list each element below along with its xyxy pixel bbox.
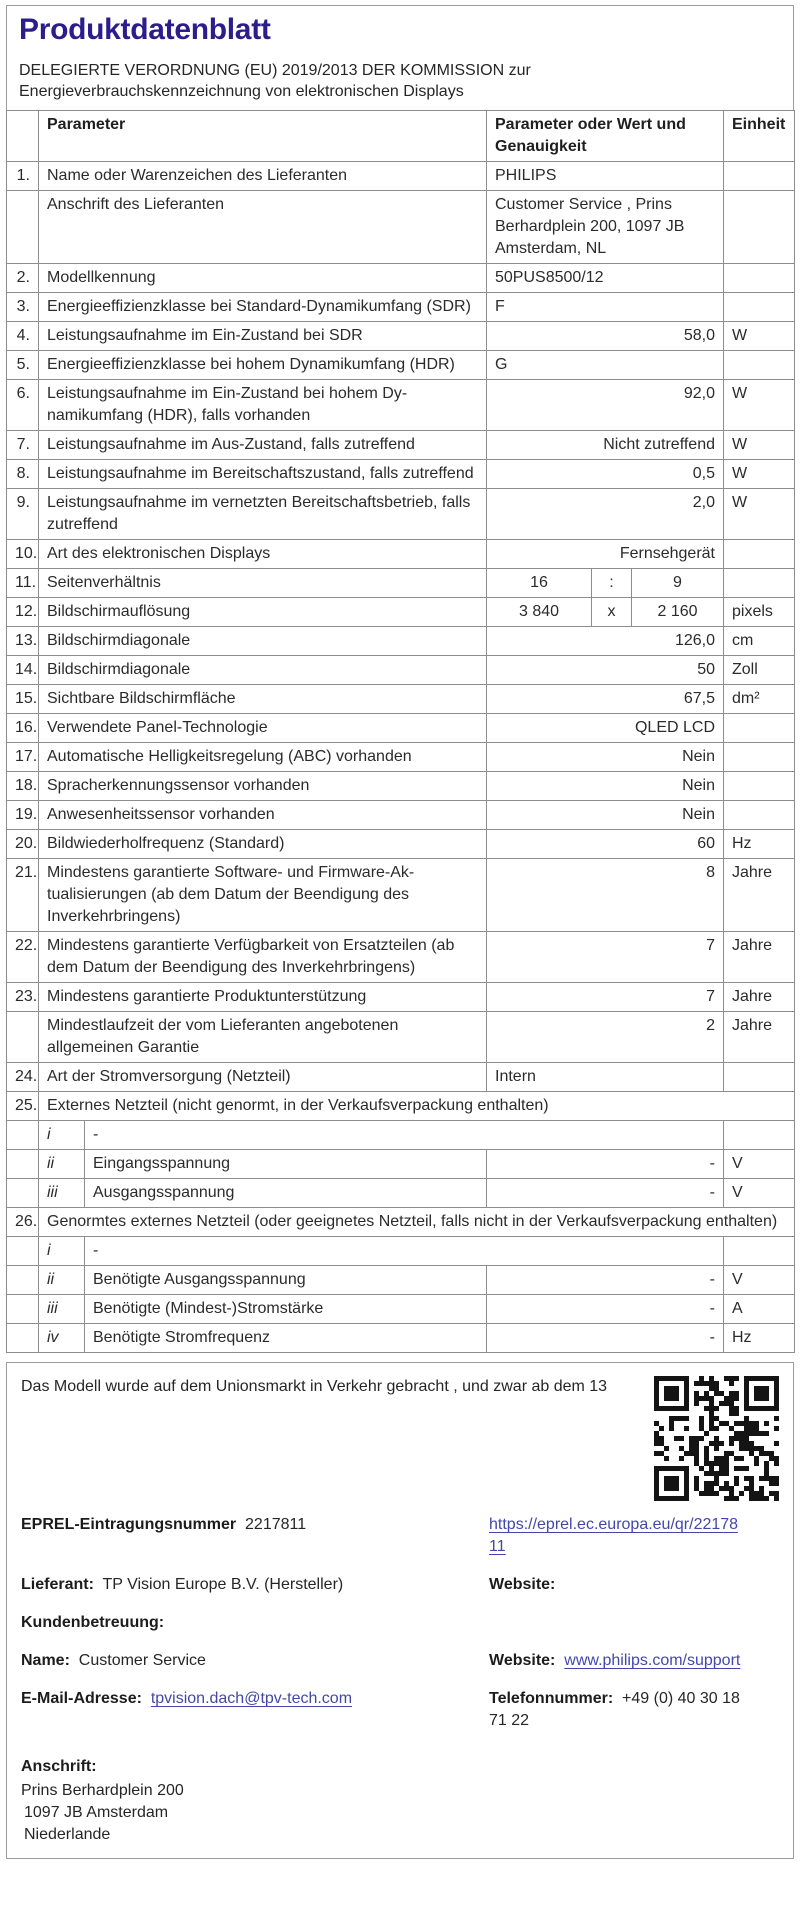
lieferant-row xyxy=(21,1574,779,1596)
row-unit: Jahre xyxy=(724,859,795,932)
row-parameter: Mindestens garantierte Verfügbarkeit von Ersatzteilen (ab dem Datum der Beendigung des Inverkehrbringens) xyxy=(39,932,487,983)
lieferant-value: TP Vision Europe B.V. (Hersteller) xyxy=(102,1576,344,1593)
support-website-link[interactable]: www.philips.com/support xyxy=(564,1652,741,1669)
row-parameter: Benötigte Ausgangsspannung xyxy=(85,1266,487,1295)
row-unit xyxy=(724,351,795,380)
page-title: Produktdatenblatt xyxy=(19,13,271,46)
row-unit: A xyxy=(724,1295,795,1324)
row-number: 7. xyxy=(7,431,39,460)
row-unit xyxy=(724,1063,795,1092)
row-parameter: Ausgangsspannung xyxy=(85,1179,487,1208)
table-row xyxy=(7,460,795,489)
row-parameter: Leistungsaufnahme im Bereitschaftszustand, falls zutreffend xyxy=(39,460,487,489)
market-statement: Das Modell wurde auf dem Unionsmarkt in Verkehr gebracht , und zwar ab dem 13 xyxy=(21,1378,608,1395)
row-parameter: Leistungsaufnahme im Ein-Zustand bei hohem Dynamikumfang (HDR), falls vorhanden xyxy=(39,380,487,431)
row-number xyxy=(7,1324,39,1353)
row-value: 92,0 xyxy=(487,380,724,431)
name-value: Customer Service xyxy=(78,1652,206,1669)
section-title: Genormtes externes Netzteil (oder geeignetes Netzteil, falls nicht in der Verkaufsverpackung enthalten) xyxy=(39,1208,795,1237)
table-row xyxy=(7,380,795,431)
row-number: 19. xyxy=(7,801,39,830)
table-row xyxy=(7,569,795,598)
row-value: - xyxy=(85,1237,724,1266)
row-unit: pixels xyxy=(724,598,795,627)
row-number: 26. xyxy=(7,1208,39,1237)
row-number xyxy=(7,1121,39,1150)
row-parameter: Seitenverhältnis xyxy=(39,569,487,598)
table-sub-row xyxy=(7,1150,795,1179)
email-phone-row xyxy=(21,1688,779,1732)
row-parameter: Leistungsaufnahme im Aus-Zustand, falls zutreffend xyxy=(39,431,487,460)
row-value: F xyxy=(487,293,724,322)
table-sub-row xyxy=(7,1121,795,1150)
table-row xyxy=(7,656,795,685)
row-parameter: Mindestlaufzeit der vom Lieferanten angebotenen allgemeinen Garantie xyxy=(39,1012,487,1063)
row-unit xyxy=(724,264,795,293)
row-value: Nein xyxy=(487,743,724,772)
row-parameter: Benötigte Stromfrequenz xyxy=(85,1324,487,1353)
row-value: 67,5 xyxy=(487,685,724,714)
row-value: 7 xyxy=(487,983,724,1012)
row-value-part2: 9 xyxy=(632,569,724,598)
row-roman: i xyxy=(39,1121,85,1150)
row-unit: Jahre xyxy=(724,1012,795,1063)
row-value: Nicht zutreffend xyxy=(487,431,724,460)
row-unit xyxy=(724,1121,795,1150)
eprel-value: 2217811 xyxy=(245,1516,307,1533)
eprel-row xyxy=(21,1514,779,1558)
row-roman: iii xyxy=(39,1295,85,1324)
kundenbetreuung-label: Kundenbetreuung: xyxy=(21,1614,165,1631)
row-number: 10. xyxy=(7,540,39,569)
datasheet-box xyxy=(6,5,794,1353)
row-unit: dm² xyxy=(724,685,795,714)
row-value-separator: : xyxy=(592,569,632,598)
row-unit xyxy=(724,293,795,322)
row-number: 6. xyxy=(7,380,39,431)
row-value: 60 xyxy=(487,830,724,859)
row-number: 11. xyxy=(7,569,39,598)
row-value: Nein xyxy=(487,801,724,830)
qr-code xyxy=(654,1376,779,1501)
row-value: 58,0 xyxy=(487,322,724,351)
row-value: Intern xyxy=(487,1063,724,1092)
email-label: E-Mail-Adresse: xyxy=(21,1690,142,1707)
row-value: 2,0 xyxy=(487,489,724,540)
row-roman: iv xyxy=(39,1324,85,1353)
table-row xyxy=(7,830,795,859)
row-value-part1: 16 xyxy=(487,569,592,598)
table-sub-row xyxy=(7,1295,795,1324)
table-row xyxy=(7,801,795,830)
address-line: 1097 JB Amsterdam xyxy=(24,1804,169,1821)
row-unit: W xyxy=(724,431,795,460)
table-row xyxy=(7,351,795,380)
row-parameter: Anschrift des Lieferanten xyxy=(39,191,487,264)
row-parameter: Bildwiederholfrequenz (Standard) xyxy=(39,830,487,859)
row-parameter: Bildschirmauflösung xyxy=(39,598,487,627)
row-value: 50 xyxy=(487,656,724,685)
row-number: 5. xyxy=(7,351,39,380)
lieferant-label: Lieferant: xyxy=(21,1576,94,1593)
row-unit xyxy=(724,714,795,743)
table-row xyxy=(7,162,795,191)
row-parameter: Verwendete Panel-Technologie xyxy=(39,714,487,743)
website-label: Website: xyxy=(489,1652,556,1669)
row-value: 0,5 xyxy=(487,460,724,489)
table-row xyxy=(7,772,795,801)
row-unit: Hz xyxy=(724,830,795,859)
table-row xyxy=(7,293,795,322)
table-row xyxy=(7,743,795,772)
supplier-info-box xyxy=(6,1362,794,1859)
row-parameter: Art des elektronischen Displays xyxy=(39,540,487,569)
row-value: QLED LCD xyxy=(487,714,724,743)
row-parameter: Spracherkennungssensor vorhanden xyxy=(39,772,487,801)
row-parameter: Mindestens garantierte Software- und Firmware-Aktualisierungen (ab dem Datum der Beendigung des Inverkehrbringens) xyxy=(39,859,487,932)
table-header-row xyxy=(7,111,795,162)
row-unit: V xyxy=(724,1179,795,1208)
row-value: Customer Service , Prins Berhardplein 200, 1097 JB Amsterdam, NL xyxy=(487,191,724,264)
row-number xyxy=(7,1237,39,1266)
row-unit: Jahre xyxy=(724,983,795,1012)
eprel-label: EPREL-Eintragungsnummer xyxy=(21,1516,237,1533)
row-value: - xyxy=(85,1121,724,1150)
table-sub-row xyxy=(7,1179,795,1208)
row-unit xyxy=(724,162,795,191)
table-row xyxy=(7,191,795,264)
row-unit: Hz xyxy=(724,1324,795,1353)
regulation-subtitle-line1: DELEGIERTE VERORDNUNG (EU) 2019/2013 DER KOMMISSION zur xyxy=(19,62,531,79)
table-section-row xyxy=(7,1208,795,1237)
table-sub-row xyxy=(7,1324,795,1353)
row-number: 1. xyxy=(7,162,39,191)
row-parameter: Energieeffizienzklasse bei Standard-Dynamikumfang (SDR) xyxy=(39,293,487,322)
table-row xyxy=(7,489,795,540)
row-number: 4. xyxy=(7,322,39,351)
table-row xyxy=(7,1063,795,1092)
row-unit: Jahre xyxy=(724,932,795,983)
row-number: 9. xyxy=(7,489,39,540)
table-row xyxy=(7,983,795,1012)
regulation-subtitle-line2: Energieverbrauchskennzeichnung von elektronischen Displays xyxy=(19,83,464,100)
row-parameter: Leistungsaufnahme im vernetzten Bereitschaftsbetrieb, falls zutreffend xyxy=(39,489,487,540)
row-number: 18. xyxy=(7,772,39,801)
row-number xyxy=(7,1150,39,1179)
phone-value: +49 (0) 40 30 18 71 22 xyxy=(489,1690,740,1729)
row-value: - xyxy=(487,1324,724,1353)
row-value: 7 xyxy=(487,932,724,983)
kundenbetreuung-row xyxy=(21,1612,779,1634)
row-unit xyxy=(724,540,795,569)
row-value: Fernsehgerät xyxy=(487,540,724,569)
table-row xyxy=(7,1012,795,1063)
row-unit xyxy=(724,801,795,830)
row-value: - xyxy=(487,1295,724,1324)
row-value: 50PUS8500/12 xyxy=(487,264,724,293)
row-unit xyxy=(724,1237,795,1266)
row-parameter: Benötigte (Mindest-)Stromstärke xyxy=(85,1295,487,1324)
row-parameter: Anwesenheitssensor vorhanden xyxy=(39,801,487,830)
row-parameter: Automatische Helligkeitsregelung (ABC) vorhanden xyxy=(39,743,487,772)
row-parameter: Name oder Warenzeichen des Lieferanten xyxy=(39,162,487,191)
address-line: Niederlande xyxy=(24,1826,111,1843)
row-value: G xyxy=(487,351,724,380)
row-parameter: Mindestens garantierte Produktunterstützung xyxy=(39,983,487,1012)
row-number: 20. xyxy=(7,830,39,859)
row-parameter: Bildschirmdiagonale xyxy=(39,627,487,656)
row-value: - xyxy=(487,1179,724,1208)
row-number xyxy=(7,191,39,264)
row-number: 17. xyxy=(7,743,39,772)
table-sub-row xyxy=(7,1237,795,1266)
row-value: - xyxy=(487,1266,724,1295)
table-row xyxy=(7,598,795,627)
datasheet-header xyxy=(6,5,794,110)
row-number: 25. xyxy=(7,1092,39,1121)
row-number: 22. xyxy=(7,932,39,983)
row-unit: W xyxy=(724,322,795,351)
row-roman: ii xyxy=(39,1150,85,1179)
row-unit xyxy=(724,569,795,598)
row-number: 8. xyxy=(7,460,39,489)
row-value: Nein xyxy=(487,772,724,801)
row-unit: W xyxy=(724,489,795,540)
row-unit: V xyxy=(724,1266,795,1295)
table-row xyxy=(7,714,795,743)
row-value: PHILIPS xyxy=(487,162,724,191)
row-value: 126,0 xyxy=(487,627,724,656)
row-parameter: Modellkennung xyxy=(39,264,487,293)
header-unit: Einheit xyxy=(724,111,795,162)
row-unit xyxy=(724,772,795,801)
row-number xyxy=(7,1266,39,1295)
email-link[interactable]: tpvision.dach@tpv-tech.com xyxy=(150,1690,353,1707)
row-value: 2 xyxy=(487,1012,724,1063)
row-number: 12. xyxy=(7,598,39,627)
row-parameter: Eingangsspannung xyxy=(85,1150,487,1179)
row-number: 2. xyxy=(7,264,39,293)
name-website-row xyxy=(21,1650,779,1672)
row-unit xyxy=(724,191,795,264)
header-number xyxy=(7,111,39,162)
row-unit: Zoll xyxy=(724,656,795,685)
row-number xyxy=(7,1295,39,1324)
row-value: 8 xyxy=(487,859,724,932)
row-parameter: Bildschirmdiagonale xyxy=(39,656,487,685)
row-unit xyxy=(724,743,795,772)
table-row xyxy=(7,685,795,714)
anschrift-label: Anschrift: xyxy=(21,1758,97,1775)
eprel-link[interactable]: https://eprel.ec.europa.eu/qr/2217811 xyxy=(489,1516,739,1555)
table-row xyxy=(7,627,795,656)
header-parameter: Parameter xyxy=(39,111,487,162)
row-unit: W xyxy=(724,460,795,489)
table-row xyxy=(7,932,795,983)
address-line: Prins Berhardplein 200 xyxy=(21,1782,184,1799)
table-section-row xyxy=(7,1092,795,1121)
row-number: 23. xyxy=(7,983,39,1012)
row-number: 3. xyxy=(7,293,39,322)
row-number: 15. xyxy=(7,685,39,714)
website-label: Website: xyxy=(489,1576,556,1593)
phone-label: Telefonnummer: xyxy=(489,1690,614,1707)
row-number: 14. xyxy=(7,656,39,685)
row-parameter: Energieeffizienzklasse bei hohem Dynamikumfang (HDR) xyxy=(39,351,487,380)
header-value: Parameter oder Wert und Genauigkeit xyxy=(487,111,724,162)
row-unit: W xyxy=(724,380,795,431)
row-number: 21. xyxy=(7,859,39,932)
row-roman: ii xyxy=(39,1266,85,1295)
row-number: 24. xyxy=(7,1063,39,1092)
row-unit: V xyxy=(724,1150,795,1179)
row-number xyxy=(7,1179,39,1208)
row-number: 13. xyxy=(7,627,39,656)
table-row xyxy=(7,264,795,293)
table-sub-row xyxy=(7,1266,795,1295)
row-value-part1: 3 840 xyxy=(487,598,592,627)
table-row xyxy=(7,540,795,569)
market-statement-row xyxy=(21,1376,779,1514)
table-row xyxy=(7,322,795,351)
row-value: - xyxy=(487,1150,724,1179)
row-roman: i xyxy=(39,1237,85,1266)
row-number: 16. xyxy=(7,714,39,743)
row-value-separator: x xyxy=(592,598,632,627)
product-spec-table xyxy=(6,110,795,1353)
name-label: Name: xyxy=(21,1652,70,1669)
row-unit: cm xyxy=(724,627,795,656)
section-title: Externes Netzteil (nicht genormt, in der Verkaufsverpackung enthalten) xyxy=(39,1092,795,1121)
row-parameter: Sichtbare Bildschirmfläche xyxy=(39,685,487,714)
table-row xyxy=(7,859,795,932)
row-number xyxy=(7,1012,39,1063)
row-parameter: Leistungsaufnahme im Ein-Zustand bei SDR xyxy=(39,322,487,351)
row-roman: iii xyxy=(39,1179,85,1208)
row-value-part2: 2 160 xyxy=(632,598,724,627)
anschrift-block xyxy=(21,1756,779,1846)
table-row xyxy=(7,431,795,460)
row-parameter: Art der Stromversorgung (Netzteil) xyxy=(39,1063,487,1092)
eprel-number xyxy=(21,1514,489,1558)
